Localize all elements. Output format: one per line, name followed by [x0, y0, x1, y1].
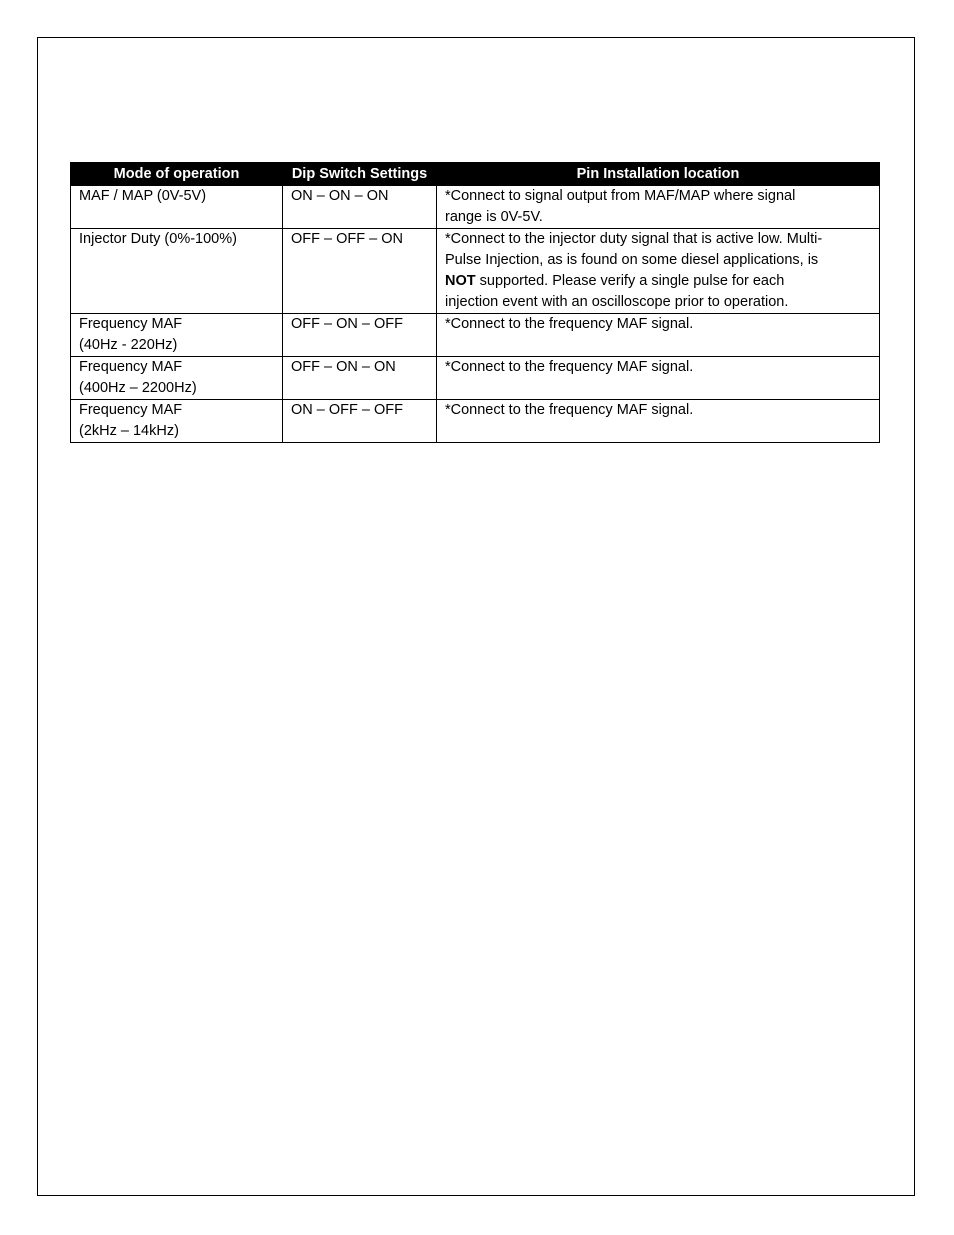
table-row — [71, 357, 880, 400]
dip-text: ON – OFF – OFF — [291, 402, 403, 418]
pin-text-line — [445, 271, 873, 292]
mode-cell — [71, 186, 283, 229]
dip-cell — [283, 186, 437, 229]
mode-text: Injector Duty (0%-100%) — [79, 231, 237, 247]
pin-text: *Connect to the frequency MAF signal. — [445, 316, 694, 332]
dip-cell — [283, 229, 437, 314]
pin-cell — [437, 229, 880, 314]
mode-cell — [71, 314, 283, 357]
table-row — [71, 229, 880, 314]
pin-text: *Connect to the injector duty signal that is active low. Multi- — [445, 231, 823, 247]
mode-text: Frequency MAF — [79, 359, 183, 375]
dip-text: OFF – OFF – ON — [291, 231, 403, 247]
table-row — [71, 186, 880, 229]
table-row — [71, 400, 880, 443]
dip-cell — [283, 400, 437, 443]
table-row — [71, 314, 880, 357]
mode-cell — [71, 229, 283, 314]
dip-text: OFF – ON – ON — [291, 359, 396, 375]
pin-text: Pulse Injection, as is found on some diesel applications, is — [445, 252, 819, 268]
pin-cell — [437, 186, 880, 229]
mode-range-text: (2kHz – 14kHz) — [79, 423, 179, 439]
mode-range-text: (400Hz – 2200Hz) — [79, 380, 197, 396]
pin-cell — [437, 314, 880, 357]
mode-text: Frequency MAF — [79, 402, 183, 418]
pin-text: *Connect to the frequency MAF signal. — [445, 402, 694, 418]
dip-text: OFF – ON – OFF — [291, 316, 403, 332]
mode-cell — [71, 400, 283, 443]
header-dip-switch-settings: Dip Switch Settings — [283, 163, 437, 186]
dip-text: ON – ON – ON — [291, 188, 389, 204]
header-mode-of-operation: Mode of operation — [71, 163, 283, 186]
mode-range-text: (40Hz - 220Hz) — [79, 337, 178, 353]
dip-cell — [283, 314, 437, 357]
pin-cell — [437, 357, 880, 400]
pin-text: supported. Please verify a single pulse for each — [475, 273, 785, 289]
dip-cell — [283, 357, 437, 400]
pin-text: injection event with an oscilloscope prior to operation. — [445, 294, 789, 310]
pin-text: *Connect to the frequency MAF signal. — [445, 359, 694, 375]
mode-text: Frequency MAF — [79, 316, 183, 332]
pin-text: *Connect to signal output from MAF/MAP where signal — [445, 188, 796, 204]
mode-cell — [71, 357, 283, 400]
not-emphasis: NOT — [445, 273, 476, 289]
table-header-row — [71, 163, 880, 186]
mode-text: MAF / MAP (0V-5V) — [79, 188, 207, 204]
header-pin-installation-location: Pin Installation location — [437, 163, 880, 186]
pin-text: range is 0V-5V. — [445, 209, 543, 225]
dip-switch-settings-table — [70, 162, 880, 443]
pin-cell — [437, 400, 880, 443]
